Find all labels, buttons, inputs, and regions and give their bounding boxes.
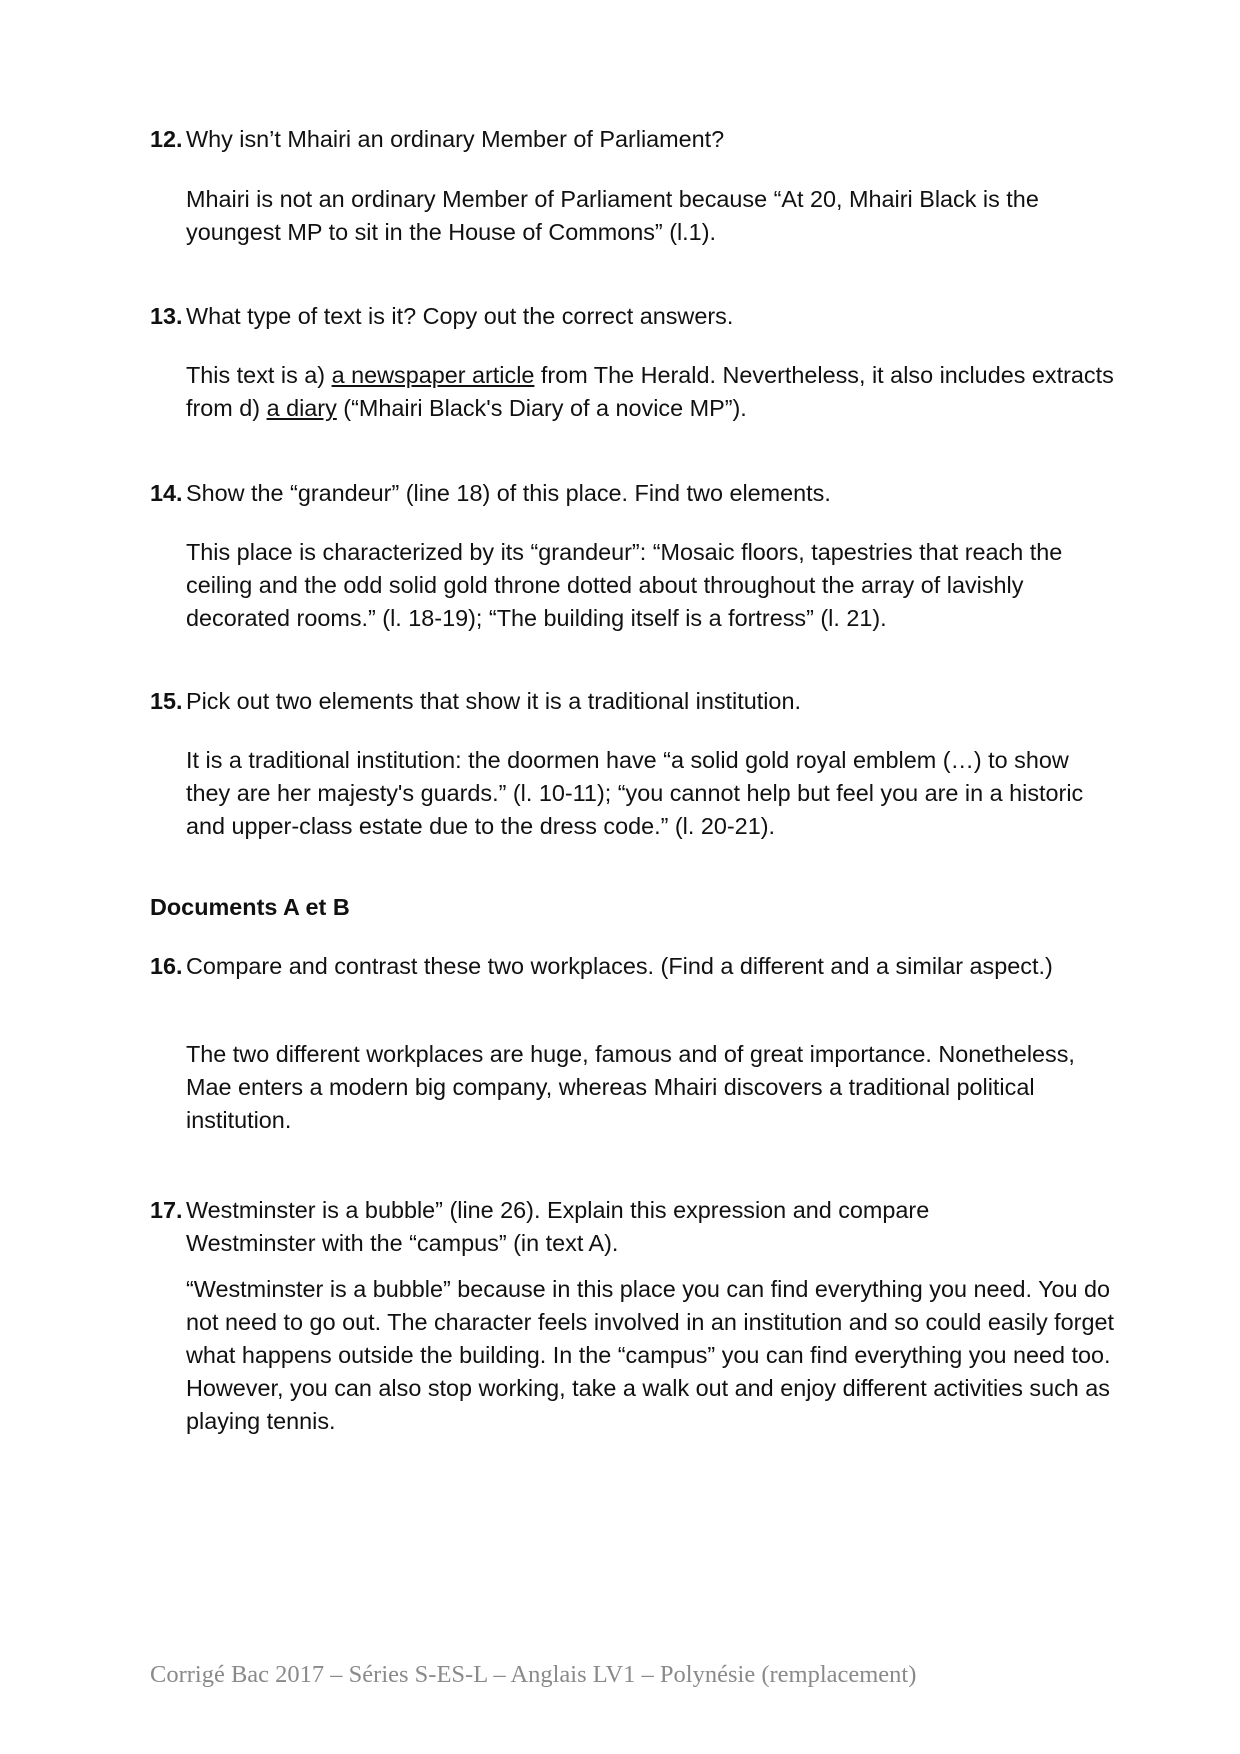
question-text: Pick out two elements that show it is a traditional institution. [186, 688, 801, 714]
question-12 [150, 123, 1110, 156]
underlined-answer-newspaper-article: a newspaper article [331, 362, 535, 388]
question-text: Compare and contrast these two workplaces. (Find a different and a similar aspect.) [186, 953, 1053, 979]
question-number: 16. [150, 953, 183, 979]
answer-segment: from The Herald. Nevertheless, it also includes extracts from d) [186, 362, 1114, 421]
section-heading: Documents A et B [150, 894, 350, 920]
page-footer: Corrigé Bac 2017 – Séries S-ES-L – Anglais LV1 – Polynésie (remplacement) [150, 1661, 917, 1688]
question-14 [150, 477, 1110, 510]
answer-14 [186, 536, 1116, 635]
question-text: Westminster is a bubble” (line 26). Explain this expression and compare Westminster with the “campus” (in text A). [186, 1197, 930, 1256]
question-15 [150, 685, 1110, 718]
answer-16 [186, 1038, 1116, 1137]
question-text: Show the “grandeur” (line 18) of this place. Find two elements. [186, 480, 831, 506]
answer-text: It is a traditional institution: the doormen have “a solid gold royal emblem (…) to show they are her majesty's guards.” (l. 10-11); “you cannot help but feel you are in a historic and upper-class estate due to the dress code.” (l. 20-21). [186, 747, 1084, 839]
answer-text: Mhairi is not an ordinary Member of Parliament because “At 20, Mhairi Black is the youngest MP to sit in the House of Commons” (l.1). [186, 186, 1039, 245]
answer-text [186, 359, 1116, 425]
answer-12 [186, 183, 1116, 249]
answer-text: The two different workplaces are huge, famous and of great importance. Nonetheless, Mae enters a modern big company, whereas Mhairi discovers a traditional political institution. [186, 1041, 1075, 1133]
question-number: 12. [150, 126, 183, 152]
question-17 [150, 1194, 1110, 1260]
answer-13 [186, 359, 1116, 425]
answer-17 [186, 1273, 1116, 1438]
answer-segment: This text is a) [186, 362, 332, 388]
question-text: What type of text is it? Copy out the correct answers. [186, 303, 734, 329]
answer-segment: (“Mhairi Black's Diary of a novice MP”). [336, 395, 747, 421]
question-text: Why isn’t Mhairi an ordinary Member of Parliament? [186, 126, 725, 152]
question-number: 14. [150, 480, 183, 506]
question-number: 13. [150, 303, 183, 329]
underlined-answer-diary: a diary [266, 395, 337, 421]
question-16 [150, 950, 1110, 983]
answer-text: “Westminster is a bubble” because in this place you can find everything you need. You do not need to go out. The character feels involved in an institution and so could easily forget what happens outside the building. In the “campus” you can find everything you need too. However, you can also stop working, take a walk out and enjoy different activities such as playing tennis. [186, 1276, 1114, 1434]
question-13 [150, 300, 1110, 333]
answer-15 [186, 744, 1116, 843]
question-number: 15. [150, 688, 183, 714]
answer-text: This place is characterized by its “grandeur”: “Mosaic floors, tapestries that reach the ceiling and the odd solid gold throne dotted about throughout the array of lavishly decorated rooms.” (l. 18-19); “The building itself is a fortress” (l. 21). [186, 539, 1063, 631]
question-number: 17. [150, 1197, 183, 1223]
